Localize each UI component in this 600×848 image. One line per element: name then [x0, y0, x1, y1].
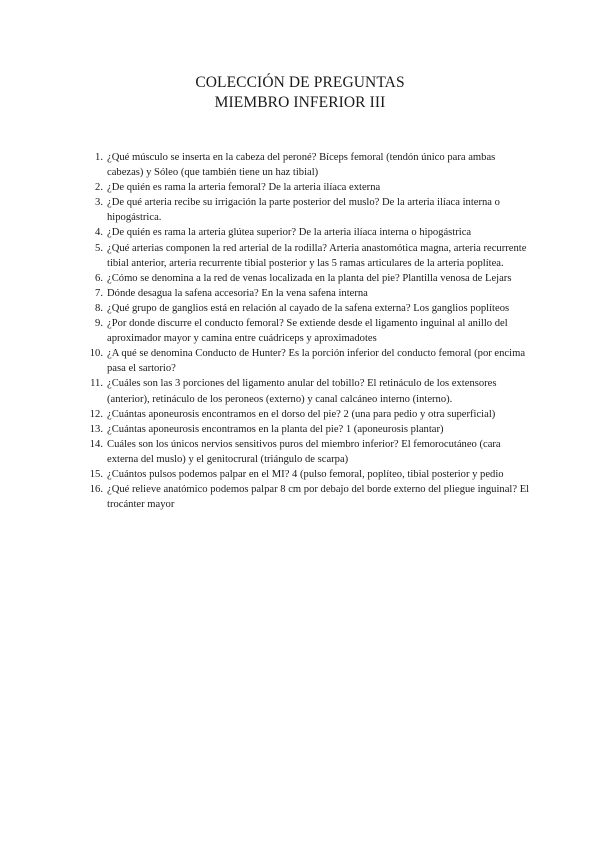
question-number: 2.	[95, 182, 103, 194]
question-text: ¿Qué grupo de ganglios está en relación al cayado de la safena externa? Los ganglios poplíteos	[107, 302, 510, 314]
list-item	[83, 346, 533, 376]
question-text: ¿De qué arteria recibe su irrigación la parte posterior del muslo? De la arteria ilíaca interna o hipogástrica.	[107, 197, 500, 224]
question-number: 14.	[89, 438, 103, 450]
title-line-1: COLECCIÓN DE PREGUNTAS	[195, 74, 405, 91]
question-number: 9.	[95, 318, 103, 330]
question-number: 8.	[95, 302, 103, 314]
list-item	[83, 467, 533, 482]
list-item	[83, 241, 533, 271]
title-line-2: MIEMBRO INFERIOR III	[214, 94, 386, 111]
list-item	[83, 225, 533, 240]
question-text: ¿Qué relieve anatómico podemos palpar 8 cm por debajo del borde externo del pliegue inguinal? El trocánter mayor	[107, 484, 530, 511]
question-number: 3.	[95, 197, 103, 209]
list-item	[83, 437, 533, 467]
list-item	[83, 376, 533, 406]
question-text: ¿Cuántas aponeurosis encontramos en el dorso del pie? 2 (una para pedio y otra superficial)	[107, 408, 496, 420]
question-number: 15.	[89, 468, 103, 480]
list-item	[83, 316, 533, 346]
list-item	[83, 407, 533, 422]
question-number: 4.	[95, 227, 103, 239]
question-number: 16.	[89, 484, 103, 496]
list-item	[83, 150, 533, 180]
question-number: 5.	[95, 242, 103, 254]
question-number: 11.	[90, 378, 103, 390]
question-number: 1.	[95, 152, 103, 163]
list-item	[83, 422, 533, 437]
question-number: 12.	[89, 408, 103, 420]
question-text: ¿Cuántos pulsos podemos palpar en el MI? 4 (pulso femoral, poplíteo, tibial posterior y pedio	[107, 468, 504, 480]
list-item	[83, 180, 533, 195]
question-text: ¿Por donde discurre el conducto femoral? Se extiende desde el ligamento inguinal al anillo del aproximador mayor y camina entre cuádriceps y aproximadotes	[107, 318, 508, 345]
question-text: ¿Cuáles son las 3 porciones del ligamento anular del tobillo? El retináculo de los extensores (anterior), retináculo de los peroneos (externo) y canal calcáneo interno (interno).	[107, 378, 497, 405]
question-text: Dónde desagua la safena accesoria? En la vena safena interna	[107, 287, 368, 299]
question-text: ¿Cuántas aponeurosis encontramos en la planta del pie? 1 (aponeurosis plantar)	[107, 423, 444, 435]
question-number: 13.	[89, 423, 103, 435]
document-title	[0, 73, 600, 113]
question-text: ¿Qué arterias componen la red arterial de la rodilla? Arteria anastomótica magna, arteria recurrente tibial anterior, arteria recurrente tibial posterior y las 5 ramas articulares de la arteria poplítea.	[107, 242, 527, 269]
question-number: 6.	[95, 272, 103, 284]
list-item	[83, 482, 533, 512]
question-number: 7.	[95, 287, 103, 299]
list-item	[83, 271, 533, 286]
question-text: Cuáles son los únicos nervios sensitivos puros del miembro inferior? El femorocutáneo (cara externa del muslo) y el genitocrural (triángulo de scarpa)	[107, 438, 501, 465]
question-text: ¿A qué se denomina Conducto de Hunter? Es la porción inferior del conducto femoral (por encima pasa el sartorio?	[107, 348, 526, 375]
list-item	[83, 286, 533, 301]
question-text: ¿De quién es rama la arteria femoral? De la arteria ilíaca externa	[107, 182, 381, 194]
question-list	[83, 150, 533, 512]
list-item	[83, 301, 533, 316]
question-text: ¿Qué músculo se inserta en la cabeza del peroné? Bíceps femoral (tendón único para ambas cabezas) y Sóleo (que también tiene un haz tibial)	[107, 152, 496, 179]
list-item	[83, 195, 533, 225]
question-number: 10.	[89, 348, 103, 360]
question-text: ¿Cómo se denomina a la red de venas localizada en la planta del pie? Plantilla venosa de Lejars	[107, 272, 512, 284]
question-text: ¿De quién es rama la arteria glútea superior? De la arteria ilíaca interna o hipogástrica	[107, 227, 472, 239]
